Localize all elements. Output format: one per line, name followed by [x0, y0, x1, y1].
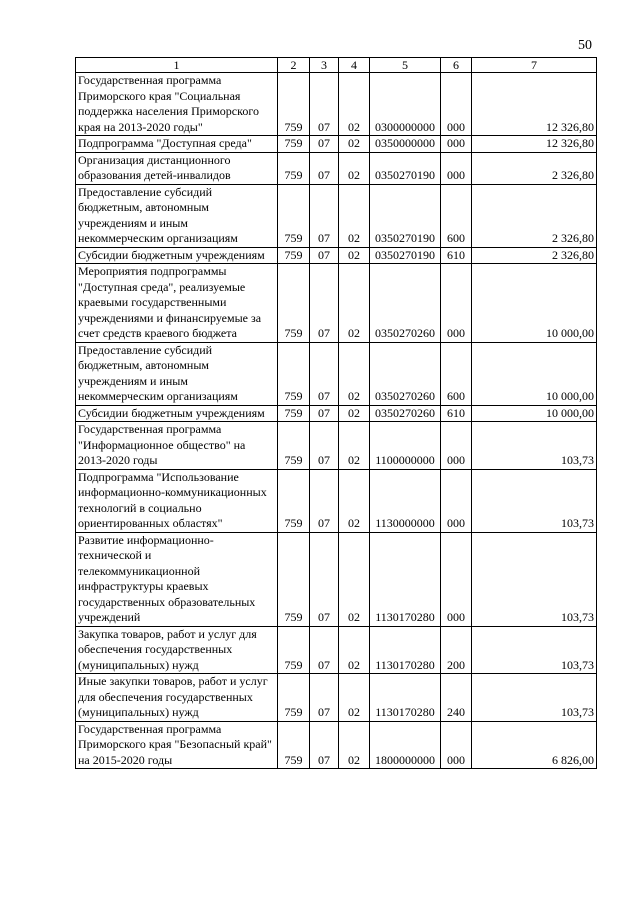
- section-code-cell: 07: [310, 73, 339, 136]
- subsection-code-cell: 02: [339, 626, 370, 674]
- subsection-code-cell: 02: [339, 405, 370, 422]
- expense-type-cell: 600: [441, 184, 472, 247]
- expense-type-cell: 240: [441, 674, 472, 722]
- ministry-code-cell: 759: [278, 469, 310, 532]
- ministry-code-cell: 759: [278, 422, 310, 470]
- target-article-cell: 0350270260: [370, 405, 441, 422]
- row-name-cell: Закупка товаров, работ и услуг для обеспечения государственных (муниципальных) нужд: [76, 626, 278, 674]
- table-row: [76, 721, 597, 769]
- column-header: 3: [310, 58, 339, 73]
- ministry-code-cell: 759: [278, 626, 310, 674]
- target-article-cell: 1130170280: [370, 626, 441, 674]
- target-article-cell: 1100000000: [370, 422, 441, 470]
- column-header: 2: [278, 58, 310, 73]
- column-header: 1: [76, 58, 278, 73]
- subsection-code-cell: 02: [339, 247, 370, 264]
- row-name-cell: Государственная программа Приморского края "Безопасный край" на 2015-2020 годы: [76, 721, 278, 769]
- subsection-code-cell: 02: [339, 721, 370, 769]
- target-article-cell: 1130170280: [370, 532, 441, 626]
- subsection-code-cell: 02: [339, 152, 370, 184]
- table-row: [76, 405, 597, 422]
- table-row: [76, 184, 597, 247]
- target-article-cell: 0300000000: [370, 73, 441, 136]
- row-name-cell: Подпрограмма "Использование информационно-коммуникационных технологий в социально ориентированных областях": [76, 469, 278, 532]
- ministry-code-cell: 759: [278, 264, 310, 343]
- section-code-cell: 07: [310, 422, 339, 470]
- target-article-cell: 1130000000: [370, 469, 441, 532]
- table-body: [76, 73, 597, 769]
- row-name-cell: Организация дистанционного образования детей-инвалидов: [76, 152, 278, 184]
- expense-type-cell: 600: [441, 342, 472, 405]
- amount-cell: 103,73: [472, 674, 597, 722]
- expense-type-cell: 000: [441, 152, 472, 184]
- target-article-cell: 0350270190: [370, 152, 441, 184]
- column-header: 4: [339, 58, 370, 73]
- expense-type-cell: 000: [441, 264, 472, 343]
- target-article-cell: 1130170280: [370, 674, 441, 722]
- row-name-cell: Подпрограмма "Доступная среда": [76, 136, 278, 153]
- expense-type-cell: 610: [441, 247, 472, 264]
- section-code-cell: 07: [310, 532, 339, 626]
- row-name-cell: Субсидии бюджетным учреждениям: [76, 247, 278, 264]
- column-header: 7: [472, 58, 597, 73]
- ministry-code-cell: 759: [278, 532, 310, 626]
- subsection-code-cell: 02: [339, 532, 370, 626]
- amount-cell: 10 000,00: [472, 342, 597, 405]
- amount-cell: 2 326,80: [472, 152, 597, 184]
- section-code-cell: 07: [310, 136, 339, 153]
- column-header: 5: [370, 58, 441, 73]
- page-number: 50: [578, 38, 592, 53]
- amount-cell: 2 326,80: [472, 247, 597, 264]
- section-code-cell: 07: [310, 405, 339, 422]
- amount-cell: 103,73: [472, 469, 597, 532]
- row-name-cell: Субсидии бюджетным учреждениям: [76, 405, 278, 422]
- target-article-cell: 1800000000: [370, 721, 441, 769]
- row-name-cell: Государственная программа Приморского края "Социальная поддержка населения Приморского края на 2013-2020 годы": [76, 73, 278, 136]
- expense-type-cell: 000: [441, 422, 472, 470]
- amount-cell: 10 000,00: [472, 405, 597, 422]
- expense-type-cell: 610: [441, 405, 472, 422]
- expense-type-cell: 000: [441, 136, 472, 153]
- expense-type-cell: 200: [441, 626, 472, 674]
- table-row: [76, 264, 597, 343]
- target-article-cell: 0350270190: [370, 184, 441, 247]
- section-code-cell: 07: [310, 152, 339, 184]
- ministry-code-cell: 759: [278, 136, 310, 153]
- section-code-cell: 07: [310, 674, 339, 722]
- amount-cell: 103,73: [472, 626, 597, 674]
- ministry-code-cell: 759: [278, 405, 310, 422]
- subsection-code-cell: 02: [339, 136, 370, 153]
- target-article-cell: 0350270260: [370, 342, 441, 405]
- amount-cell: 12 326,80: [472, 73, 597, 136]
- section-code-cell: 07: [310, 264, 339, 343]
- subsection-code-cell: 02: [339, 73, 370, 136]
- subsection-code-cell: 02: [339, 422, 370, 470]
- target-article-cell: 0350000000: [370, 136, 441, 153]
- amount-cell: 103,73: [472, 532, 597, 626]
- amount-cell: 10 000,00: [472, 264, 597, 343]
- table-row: [76, 342, 597, 405]
- table-row: [76, 674, 597, 722]
- target-article-cell: 0350270190: [370, 247, 441, 264]
- row-name-cell: Мероприятия подпрограммы "Доступная среда", реализуемые краевыми государственными учреждениями и финансируемые за счет средств краевого бюджета: [76, 264, 278, 343]
- section-code-cell: 07: [310, 626, 339, 674]
- subsection-code-cell: 02: [339, 674, 370, 722]
- subsection-code-cell: 02: [339, 469, 370, 532]
- amount-cell: 103,73: [472, 422, 597, 470]
- section-code-cell: 07: [310, 721, 339, 769]
- budget-table: [75, 57, 597, 769]
- table-row: [76, 136, 597, 153]
- amount-cell: 2 326,80: [472, 184, 597, 247]
- column-number-row: [76, 58, 597, 73]
- ministry-code-cell: 759: [278, 152, 310, 184]
- ministry-code-cell: 759: [278, 674, 310, 722]
- table-row: [76, 532, 597, 626]
- section-code-cell: 07: [310, 184, 339, 247]
- section-code-cell: 07: [310, 469, 339, 532]
- target-article-cell: 0350270260: [370, 264, 441, 343]
- expense-type-cell: 000: [441, 721, 472, 769]
- table-row: [76, 626, 597, 674]
- row-name-cell: Государственная программа "Информационное общество" на 2013-2020 годы: [76, 422, 278, 470]
- ministry-code-cell: 759: [278, 342, 310, 405]
- table-row: [76, 152, 597, 184]
- subsection-code-cell: 02: [339, 264, 370, 343]
- column-header: 6: [441, 58, 472, 73]
- table-row: [76, 73, 597, 136]
- subsection-code-cell: 02: [339, 184, 370, 247]
- amount-cell: 12 326,80: [472, 136, 597, 153]
- expense-type-cell: 000: [441, 469, 472, 532]
- table-row: [76, 422, 597, 470]
- expense-type-cell: 000: [441, 73, 472, 136]
- section-code-cell: 07: [310, 342, 339, 405]
- table-row: [76, 247, 597, 264]
- ministry-code-cell: 759: [278, 721, 310, 769]
- subsection-code-cell: 02: [339, 342, 370, 405]
- row-name-cell: Предоставление субсидий бюджетным, автономным учреждениям и иным некоммерческим организациям: [76, 184, 278, 247]
- ministry-code-cell: 759: [278, 184, 310, 247]
- row-name-cell: Предоставление субсидий бюджетным, автономным учреждениям и иным некоммерческим организациям: [76, 342, 278, 405]
- row-name-cell: Развитие информационно-технической и телекоммуникационной инфраструктуры краевых государственных образовательных учреждений: [76, 532, 278, 626]
- table-row: [76, 469, 597, 532]
- amount-cell: 6 826,00: [472, 721, 597, 769]
- row-name-cell: Иные закупки товаров, работ и услуг для обеспечения государственных (муниципальных) нужд: [76, 674, 278, 722]
- section-code-cell: 07: [310, 247, 339, 264]
- ministry-code-cell: 759: [278, 73, 310, 136]
- ministry-code-cell: 759: [278, 247, 310, 264]
- expense-type-cell: 000: [441, 532, 472, 626]
